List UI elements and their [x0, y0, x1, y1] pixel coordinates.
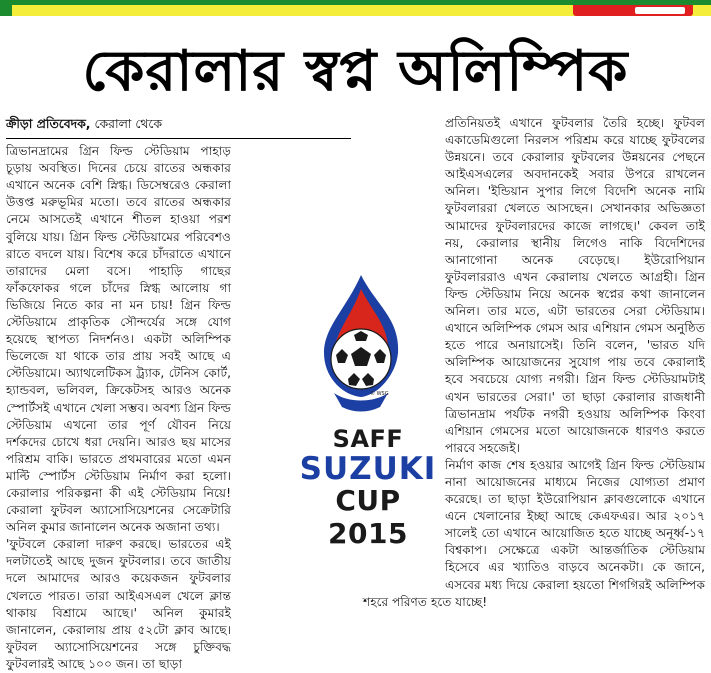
logo-line-saff: SAFF	[332, 425, 404, 453]
ball-mark: © WSG	[370, 391, 389, 397]
left-paragraph-1: ত্রিভানদ্রামের গ্রিন ফিল্ড স্টেডিয়াম পাহাড় চূড়ায় অবস্থিত। দিনের চেয়ে রাতের অন্ধকার এখানে অনেক বেশি স্নিগ্ধ। ডিসেম্বরেও কেরালা উত্তপ্ত মরুভূমির মতো। তবে রাতের অন্ধকার নেমে আসতেই এখানে শীতল হাওয়া পরশ বুলিয়ে যায়। গ্রিন ফিল্ড স্টেডিয়ামের পরিবেশও রাতে বদলে যায়। বিশেষ করে চাঁদরাতে এখানে তারাদের মেলা বসে। পাহাড়ি গাছের ফাঁকফোকর গলে চাঁদের স্নিগ্ধ আলোয় গা ভিজিয়ে নিতে কার না মন চায়! গ্রিন ফিল্ড স্টেডিয়ামে প্রাকৃতিক সৌন্দর্যের সঙ্গে যোগ হয়েছে স্থাপত্য নিদর্শনও। একটা অলিম্পিক ভিলেজে যা থাকে তার প্রায় সবই আছে এ স্টেডিয়ামে। অ্যাথলেটিকস ট্র্যাক, টেনিস কোর্ট, হ্যান্ডবল, ভলিবল, ক্রিকেটসহ আরও অনেক স্পোর্টসই এখানে খেলা সম্ভব। অবশ্য গ্রিন ফিল্ড স্টেডিয়াম এখনো তার পূর্ণ যৌবন নিয়ে দর্শকদের চোখে ধরা দেয়নি। আরও ছয় মাসের পরিশ্রম বাকি। ভারতে প্রথমবারের মতো এমন মাল্টি স্পোর্টস স্টেডিয়াম নির্মাণ করা হলো। কেরালার পরিকল্পনা কী এই স্টেডিয়াম নিয়ে! কেরালা ফুটবল অ্যাসোসিয়েশনের সেক্রেটারি অনিল কুমার জানালেন অনেক অজানা তথ্য।	[6, 144, 231, 535]
byline-place: কেরালা থেকে	[94, 116, 163, 131]
logo-line-suzuki: SUZUKI	[299, 451, 437, 487]
headline: কেরালার স্বপ্ন অলিম্পিক	[82, 38, 629, 104]
saff-suzuki-cup-logo	[298, 275, 438, 550]
right-paragraph-1: প্রতিনিয়তই এখানে ফুটবলার তৈরি হচ্ছে। ফুটবল একাডেমিগুলো নিরলস পরিশ্রম করে যাচ্ছে ফুটবলের উন্নয়নে। তবে কেরালার ফুটবলের উন্নয়নের পেছনে আইএসএলের অবদানকেই সবার উপরে রাখলেন অনিল। 'ইন্ডিয়ান সুপার লিগে বিদেশি অনেক নামি ফুটবলাররা খেলতে আসছেন। সেখানকার অভিজ্ঞতা আমাদের ফুটবলারদের কাজে লাগছে।' কেবল তাই নয়, কেরালার স্থানীয় লিগেও নাকি বিদেশিদের আনাগোনা অনেক বেড়েছে। ইউরোপিয়ান ফুটবলাররাও এখন কেরালায় খেলতে আগ্রহী। গ্রিন ফিল্ড স্টেডিয়াম নিয়ে অনেক স্বপ্নের কথা জানালেন অনিল। তার মতে, এটা ভারতের সেরা স্টেডিয়াম। এখানে অলিম্পিক গেমস আর এশিয়ান গেমস অনুষ্ঠিত হতে পারে অনায়াসেই। তিনি বলেন, 'ভারত যদি অলিম্পিক আয়োজনের সুযোগ পায় তবে কেরালাই হবে সবচেয়ে যোগ্য নগরী। গ্রিন ফিল্ড স্টেডিয়ামটাই এখন ভারতের সেরা।' তা ছাড়া কেরালার রাজধানী ত্রিভানদ্রাম পর্যটক নগরী হওয়ায় অলিম্পিক কিংবা এশিয়ান গেমসের মতো আয়োজনকে ধারণও করতে পারবে সহজেই।	[445, 116, 705, 455]
byline-author: ক্রীড়া প্রতিবেদক,	[6, 116, 91, 131]
football-flame-icon	[318, 275, 404, 425]
byline-rule	[6, 138, 351, 139]
top-left-green-block	[0, 5, 12, 16]
top-red-tab	[573, 5, 693, 16]
right-paragraph-2: নির্মাণ কাজ শেষ হওয়ার আগেই গ্রিন ফিল্ড স্টেডিয়াম নানা আয়োজনের মাধ্যমে নিজের যোগ্যতা প্রমাণ করেছে। তা ছাড়া ইউরোপিয়ান ক্লাবগুলোকে এখানে এনে খেলানোর ইচ্ছা আছে কেএফএর। আর ২০১৭ সালেই তো এখানে আয়োজিত হতে যাচ্ছে অনূর্ধ্ব-১৭ বিশ্বকাপ। সেক্ষেত্রে একটা আন্তর্জাতিক স্টেডিয়াম হিসেবে এর খ্যাতিও বাড়বে অনেকটা। কে জানে, এসবের মধ্য দিয়ে কেরালা হয়তো শিগগিরই অলিম্পিক শহরে পরিণত হতে যাচ্ছে!	[363, 457, 705, 609]
top-red-tab-chip	[635, 7, 685, 14]
left-paragraph-2: 'ফুটবলে কেরালা দারুণ করছে। ভারতের এই দলটাতেই আছে দুজন ফুটবলার। তবে জাতীয় দলে আমাদের আরও কয়েকজন ফুটবলার খেলতে পারত। তারা আইএসএল খেলে ক্লান্ত থাকায় বিশ্রামে আছে।' অনিল কুমারই জানালেন, কেরালায় প্রায় ৫২টো ক্লাব আছে। ফুটবল অ্যাসোসিয়েশনের সঙ্গে চুক্তিবদ্ধ ফুটবলারই আছে ১০০ জন। তা ছাড়া	[6, 537, 231, 671]
byline	[6, 115, 351, 132]
logo-line-cup: CUP 2015	[328, 484, 408, 550]
top-color-bar	[0, 0, 711, 16]
